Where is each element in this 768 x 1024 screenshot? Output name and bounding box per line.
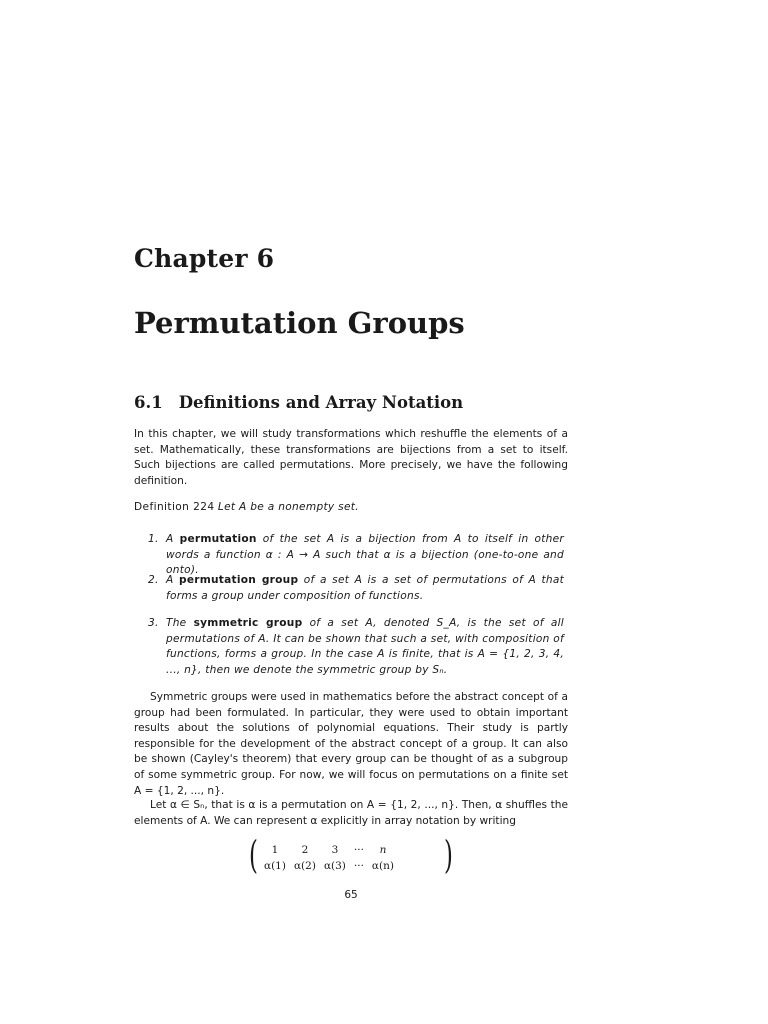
item-term: symmetric group	[193, 617, 303, 629]
section-number: 6.1	[134, 393, 163, 412]
array-top-row	[260, 842, 398, 858]
array-cell: α(n)	[371, 860, 394, 872]
item-term: permutation	[179, 533, 257, 545]
array-cell: 2	[301, 844, 309, 856]
item-rest: of a set A is a set of permutations of A that forms a group under composition of functions.	[166, 574, 565, 602]
definition-item-text	[166, 532, 564, 579]
chapter-label: Chapter 6	[134, 244, 275, 273]
array-cell: n	[379, 844, 387, 856]
intro-paragraph: In this chapter, we will study transformations which reshuffle the elements of a set. Mathematically, these transformations are bijections from a set to itself. Such bijections are called permutations. More precisely, we have the following definition.	[134, 428, 568, 487]
definition-item-permutation-group	[148, 573, 568, 604]
definition-label: Definition 224	[134, 501, 215, 513]
page-number: 65	[344, 889, 358, 901]
item-term: permutation group	[178, 574, 299, 586]
list-marker: 2.	[148, 574, 159, 586]
definition-text: Let A be a nonempty set.	[217, 501, 359, 513]
definition-header	[134, 501, 568, 513]
item-rest: of the set A is a bijection from A to itself in other words a function α : A → A such that α is a bijection (one-to-one and onto).	[166, 533, 564, 577]
array-cell: 1	[271, 844, 279, 856]
definition-item-text	[166, 616, 564, 678]
array-bottom-row	[260, 858, 398, 874]
section-title: Definitions and Array Notation	[178, 393, 464, 412]
symmetric-groups-paragraph: Symmetric groups were used in mathematics before the abstract concept of a group had been formulated. In particular, they were used to obtain important results about the solutions of polynomial equations. Their study is partly responsible for the development of the abstract concept of a group. It can also be shown (Cayley's theorem) that every group can be thought of as a subgroup of some symmetric group. For now, we will focus on permutations on a finite set A = {1, 2, ..., n}.	[134, 691, 568, 797]
definition-item-symmetric-group	[148, 616, 568, 678]
item-prefix: A	[166, 533, 174, 545]
right-parenthesis: )	[444, 833, 454, 877]
page	[134, 0, 568, 1024]
array-cell: 3	[331, 844, 339, 856]
array-table	[260, 842, 398, 874]
chapter-title: Permutation Groups	[134, 306, 465, 340]
array-cell: ···	[353, 844, 364, 856]
item-prefix: The	[166, 617, 187, 629]
array-cell: α(1)	[264, 860, 286, 872]
definition-item-permutation	[148, 532, 568, 579]
section-heading	[134, 393, 463, 412]
array-cell: ···	[353, 860, 364, 872]
list-marker: 1.	[148, 533, 159, 545]
array-cell: α(2)	[293, 860, 316, 872]
array-cell: α(3)	[323, 860, 346, 872]
item-rest: of a set A, denoted S_A, is the set of all permutations of A. It can be shown that such a set, with composition of functions, forms a group. In the case A is finite, that is A = {1, 2, 3, 4, ..., n}, then we denote the symmetric group by Sₙ.	[166, 617, 564, 676]
item-prefix: A	[166, 574, 174, 586]
left-parenthesis: (	[248, 833, 258, 877]
array-notation-matrix	[248, 833, 454, 877]
definition-item-text	[166, 573, 564, 604]
list-marker: 3.	[148, 617, 159, 629]
array-notation-paragraph: Let α ∈ Sₙ, that is α is a permutation on A = {1, 2, ..., n}. Then, α shuffles the elements of A. We can represent α explicitly in array notation by writing	[134, 799, 568, 827]
